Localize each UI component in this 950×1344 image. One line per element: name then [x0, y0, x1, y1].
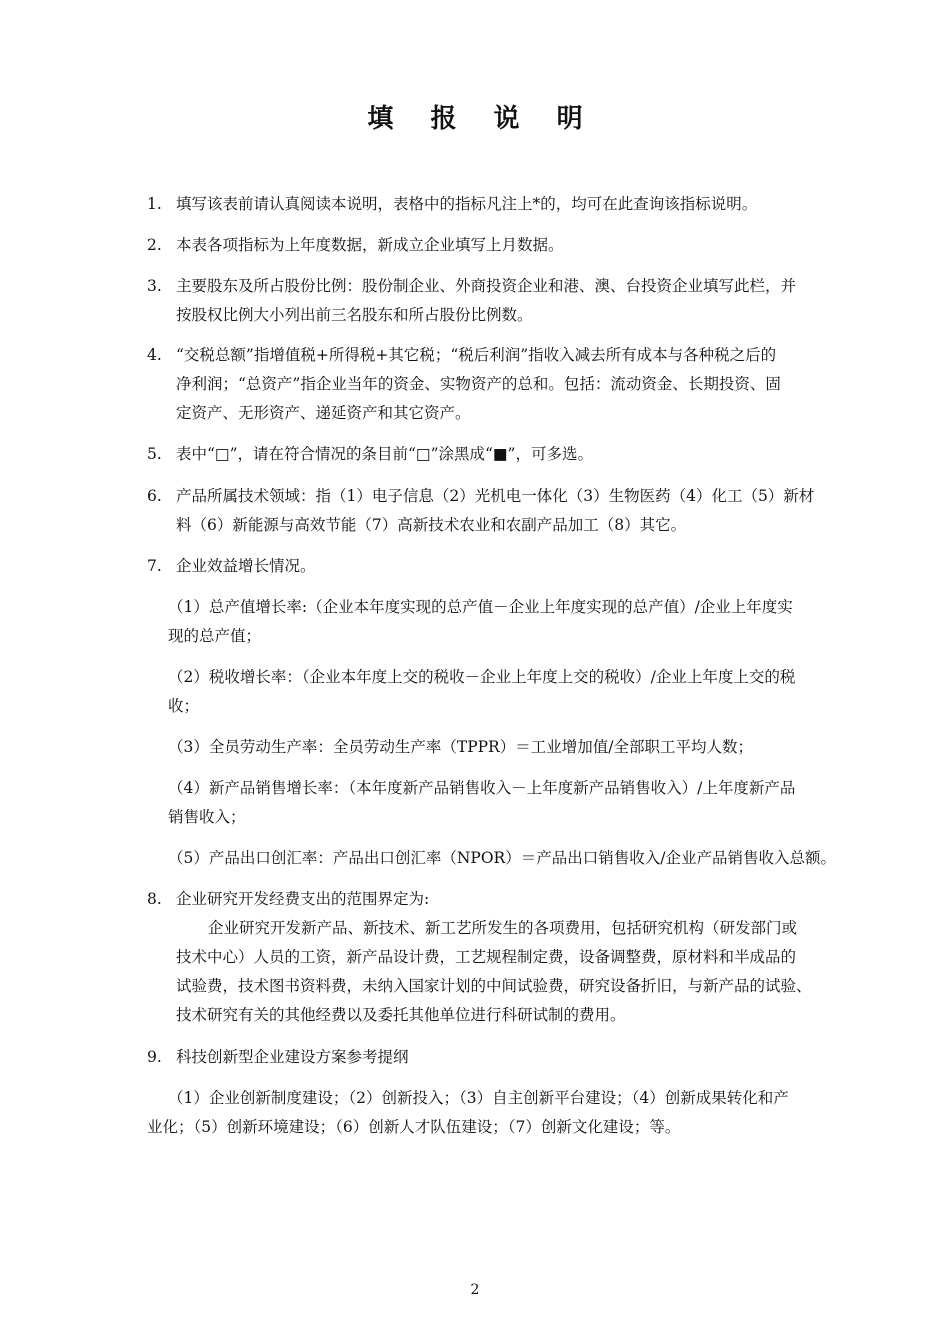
paragraph-text: 试验费，技术图书资料费，未纳入国家计划的中间试验费，研究设备折旧，与新产品的试验、 — [176, 977, 812, 995]
sub-item-text: 收； — [168, 697, 200, 715]
item-number: 6. — [147, 487, 162, 505]
paragraph-text: 业化；（5）创新环境建设；（6）创新人才队伍建设；（7）创新文化建设；等。 — [147, 1118, 681, 1136]
sub-item-text: （3）全员劳动生产率：全员劳动生产率（TPPR）＝工业增加值/全部职工平均人数； — [168, 738, 753, 756]
sub-item-text: （2）税收增长率：（企业本年度上交的税收－企业上年度上交的税收）/企业上年度上交的税 — [168, 668, 796, 686]
paragraph-text: （1）企业创新制度建设；（2）创新投入；（3）自主创新平台建设；（4）创新成果转化和产 — [168, 1089, 789, 1107]
item-text: 净利润；“总资产”指企业当年的资金、实物资产的总和。包括：流动资金、长期投资、固 — [176, 375, 781, 393]
item-text: 按股权比例大小列出前三名股东和所占股份比例数。 — [176, 306, 533, 324]
paragraph-text: 技术研究有关的其他经费以及委托其他单位进行科研试制的费用。 — [176, 1006, 626, 1024]
sub-item-text: （1）总产值增长率:（企业本年度实现的总产值－企业上年度实现的总产值）/企业上年度实 — [168, 598, 793, 616]
item-number: 7. — [147, 557, 162, 575]
item-number: 3. — [147, 277, 162, 295]
item-number: 4. — [147, 346, 162, 364]
sub-item-text: （4）新产品销售增长率：（本年度新产品销售收入－上年度新产品销售收入）/上年度新产品 — [168, 779, 796, 797]
sub-item-text: 销售收入； — [168, 808, 246, 826]
item-text: 填写该表前请认真阅读本说明，表格中的指标凡注上*的，均可在此查询该指标说明。 — [176, 195, 758, 213]
item-number: 9. — [147, 1048, 162, 1066]
item-text: “交税总额”指增值税+所得税+其它税；“税后利润”指收入减去所有成本与各种税之后的 — [176, 346, 777, 364]
paragraph-text: 技术中心）人员的工资，新产品设计费，工艺规程制定费，设备调整费，原材料和半成品的 — [176, 948, 797, 966]
item-text: 科技创新型企业建设方案参考提纲 — [176, 1048, 409, 1066]
item-number: 8. — [147, 890, 162, 908]
item-number: 5. — [147, 445, 162, 463]
paragraph-text: 企业研究开发新产品、新技术、新工艺所发生的各项费用，包括研究机构（研发部门或 — [208, 919, 798, 937]
item-text: 产品所属技术领域：指（1）电子信息（2）光机电一体化（3）生物医药（4）化工（5）新材 — [176, 487, 815, 505]
item-text: 定资产、无形资产、递延资产和其它资产。 — [176, 404, 471, 422]
item-number: 2. — [147, 236, 162, 254]
sub-item-text: 现的总产值； — [168, 627, 262, 645]
item-text: 本表各项指标为上年度数据，新成立企业填写上月数据。 — [176, 236, 564, 254]
sub-item-text: （5）产品出口创汇率：产品出口创汇率（NPOR）＝产品出口销售收入/企业产品销售收入总额。 — [168, 849, 836, 867]
item-text: 表中“□”，请在符合情况的条目前“□”涂黑成“■”，可多选。 — [176, 445, 593, 463]
item-text: 料（6）新能源与高效节能（7）高新技术农业和农副产品加工（8）其它。 — [176, 516, 687, 534]
item-text: 企业效益增长情况。 — [176, 557, 316, 575]
page-number: 2 — [470, 1282, 480, 1298]
item-number: 1. — [147, 195, 162, 213]
item-text: 企业研究开发经费支出的范围界定为: — [176, 890, 430, 908]
item-text: 主要股东及所占股份比例：股份制企业、外商投资企业和港、澳、台投资企业填写此栏，并 — [176, 277, 797, 295]
page-title: 填 报 说 明 — [367, 104, 597, 134]
